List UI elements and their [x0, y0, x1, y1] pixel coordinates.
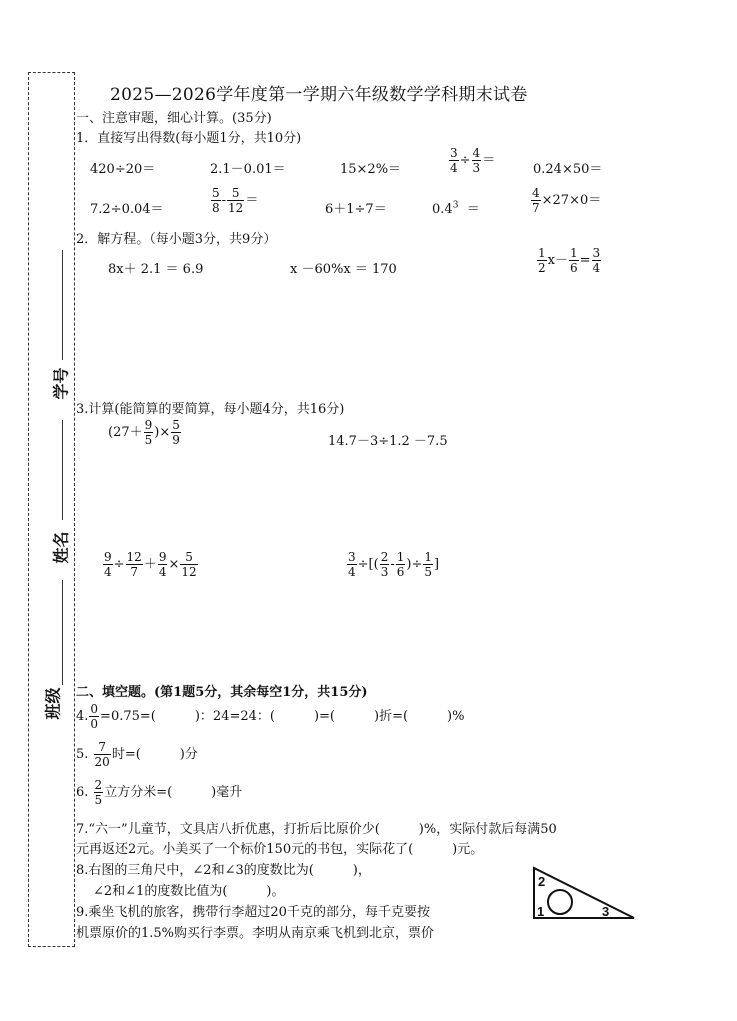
fraction: $\frac{1}{6}$: [569, 246, 578, 275]
fraction: $\frac{2}{3}$: [380, 550, 389, 579]
q1-heading: 1．直接写出得数(每小题1分，共10分): [76, 131, 302, 146]
fraction: $\frac{5}{8}$: [212, 186, 220, 215]
name-label: 姓名: [51, 531, 71, 564]
q1-item-8: 6＋1÷7＝: [325, 202, 387, 217]
fraction: $\frac{12}{7}$: [126, 550, 142, 579]
expression-4: $\frac{3}{4}$ ÷[( $\frac{2}{3}$ - $\frac{1}{6}$ )÷ $\frac{1}{5}$ ]: [348, 550, 440, 579]
q9-line-2: 机票原价的1.5%购买行李票。李明从南京乘飞机到北京，票价: [76, 926, 435, 941]
expression-2: 14.7－3÷1.2 －7.5: [328, 434, 448, 449]
q1-item-6: 7.2÷0.04＝: [90, 202, 164, 217]
fraction: $\frac{4}{7}$: [532, 186, 540, 215]
fraction: $\frac{1}{6}$: [396, 550, 405, 579]
fraction: $\frac{0}{0}$: [90, 702, 99, 731]
equation-2: x －60%x ＝ 170: [290, 262, 397, 277]
section2-heading: 二、填空题。(第1题5分，其余每空1分，共15分): [76, 685, 368, 700]
fraction: $\frac{9}{5}$: [144, 418, 153, 447]
class-label: 班级: [43, 687, 63, 720]
triangle-ruler-outline: [534, 868, 634, 918]
fraction: $\frac{7}{20}$: [94, 740, 110, 769]
q6: 6. $\frac{2}{5}$ 立方分米=( )毫升: [76, 778, 243, 807]
q1-item-10: $\frac{4}{7}$ ×27×0＝: [532, 186, 602, 215]
fraction: $\frac{9}{4}$: [104, 550, 112, 579]
fraction: $\frac{2}{5}$: [94, 778, 103, 807]
q2-heading: 2．解方程。（每小题3分，共9分）: [76, 232, 277, 247]
class-line: [62, 580, 63, 685]
angle-3-label: 3: [602, 904, 610, 919]
q1-item-2: 2.1－0.01＝: [210, 162, 286, 177]
q1-item-7: $\frac{5}{8}$ - $\frac{5}{12}$ ＝: [212, 186, 259, 215]
triangle-ruler-figure: [530, 862, 640, 922]
fraction: $\frac{3}{4}$: [450, 146, 458, 175]
q1-item-5: 0.24×50＝: [533, 162, 603, 177]
page-title: 2025—2026学年度第一学期六年级数学学科期末试卷: [110, 85, 528, 105]
student-id-label: 学号: [51, 367, 71, 400]
triangle-ruler-hole: [548, 890, 572, 914]
fraction: $\frac{5}{9}$: [172, 418, 180, 447]
q8-line-2: ∠2和∠1的度数比值为( )。: [93, 884, 285, 899]
q3-heading: 3.计算(能简算的要简算，每小题4分，共16分): [76, 402, 345, 417]
fraction: $\frac{9}{4}$: [158, 550, 167, 579]
q8-line-1: 8.右图的三角尺中，∠2和∠3的度数比为( )，: [76, 863, 371, 878]
student-id-line: [62, 250, 63, 360]
binding-margin: [28, 72, 75, 947]
fraction: $\frac{1}{2}$: [538, 246, 546, 275]
angle-2-label: 2: [538, 874, 546, 889]
q9-line-1: 9.乘坐飞机的旅客，携带行李超过20千克的部分，每千克要按: [76, 905, 430, 920]
expression-1: (27＋ $\frac{9}{5}$ )× $\frac{5}{9}$: [108, 418, 180, 447]
q4: 4. $\frac{0}{0}$ =0.75=( )：24=24：( )=( )折=( )%: [76, 702, 465, 731]
fraction: $\frac{3}{4}$: [592, 246, 601, 275]
q1-item-4: $\frac{3}{4}$ ÷ $\frac{4}{3}$ ＝: [450, 146, 496, 175]
fraction: $\frac{5}{12}$: [228, 186, 244, 215]
q7-line-1: 7.“六一”儿童节，文具店八折优惠，打折后比原价少( )%，实际付款后每满50: [76, 822, 557, 837]
angle-1-label: 1: [537, 904, 545, 919]
fraction: $\frac{4}{3}$: [472, 146, 481, 175]
q1-item-3: 15×2%＝: [340, 162, 402, 177]
equation-3: $\frac{1}{2}$ x－ $\frac{1}{6}$ = $\frac{3}{4}$: [538, 246, 601, 275]
expression-3: $\frac{9}{4}$ ÷ $\frac{12}{7}$ ＋ $\frac{9}{4}$ × $\frac{5}{12}$: [104, 550, 197, 579]
fraction: $\frac{5}{12}$: [181, 550, 197, 579]
fraction: $\frac{1}{5}$: [424, 550, 432, 579]
q5: 5. $\frac{7}{20}$ 时=( )分: [76, 740, 198, 769]
q7-line-2: 元再返还2元。小美买了一个标价150元的书包，实际花了( )元。: [76, 842, 484, 857]
q1-item-9: $0.4^3$ ＝: [432, 200, 480, 217]
section1-heading: 一、注意审题，细心计算。(35分): [76, 111, 272, 126]
equation-1: 8x＋ 2.1 ＝ 6.9: [108, 262, 204, 277]
name-line: [62, 420, 63, 520]
fraction: $\frac{3}{4}$: [348, 550, 356, 579]
q1-item-1: 420÷20＝: [90, 162, 156, 177]
